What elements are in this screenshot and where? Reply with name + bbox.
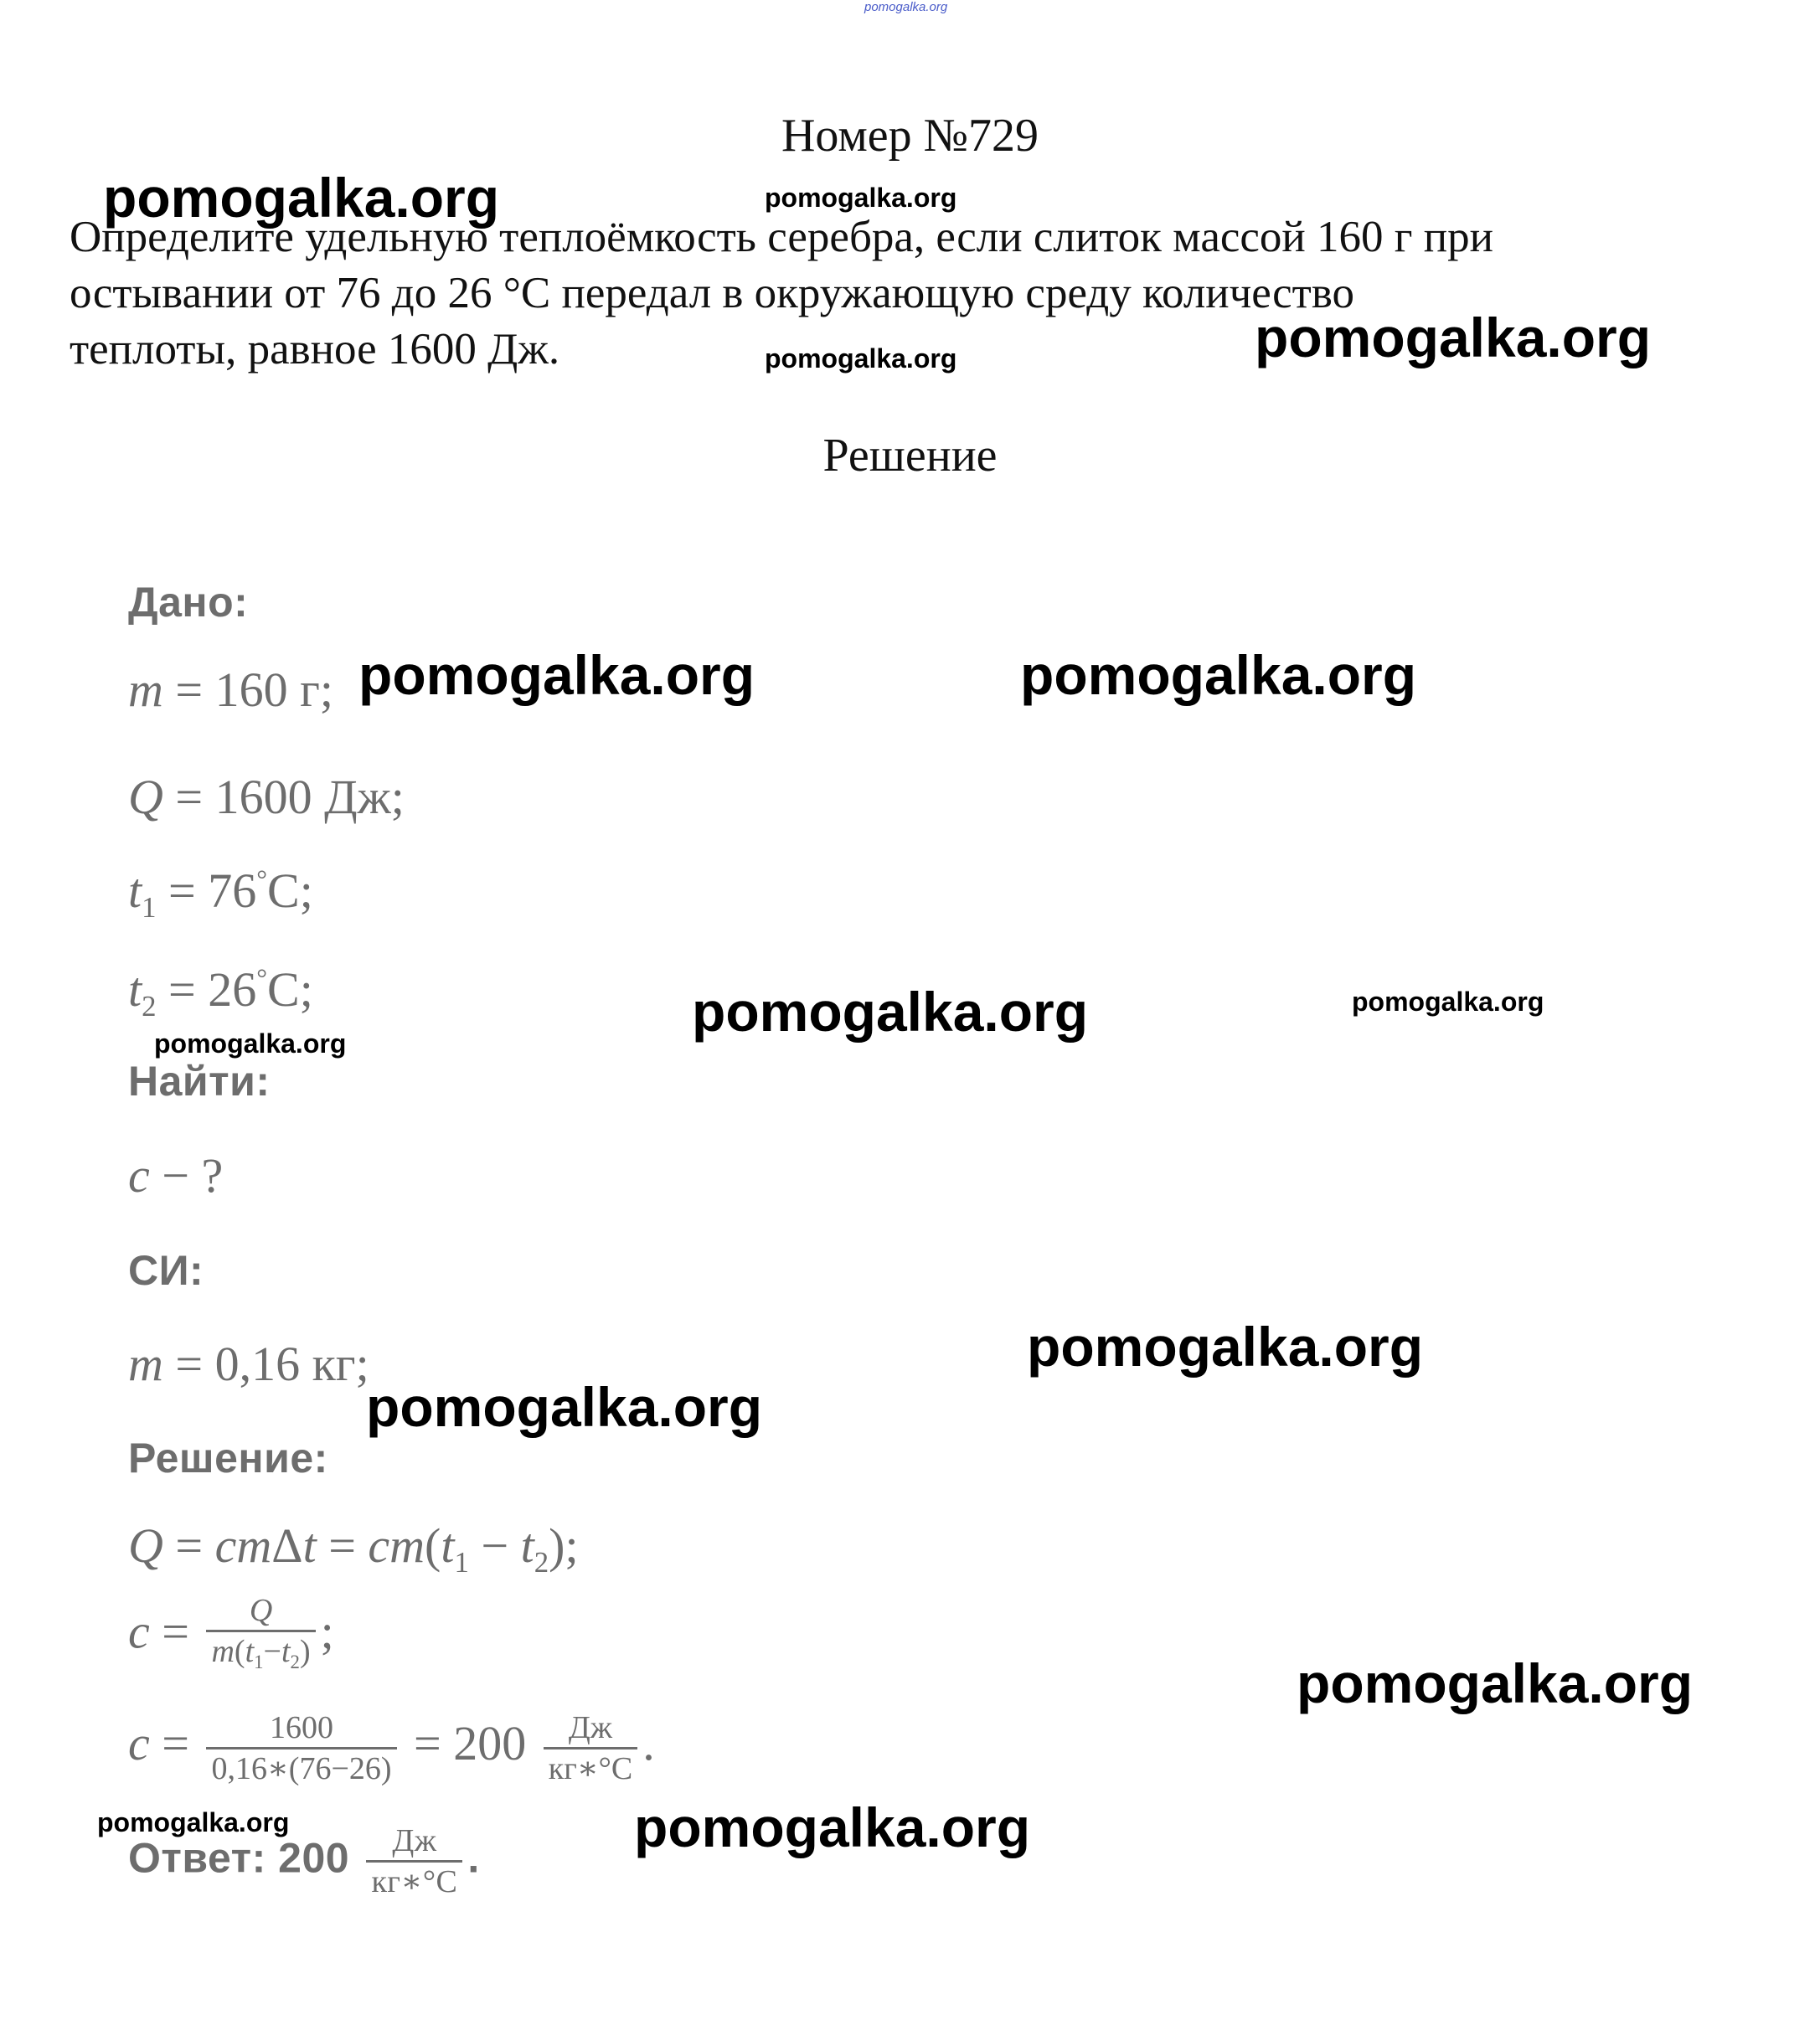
unit-denominator: кг∗°C — [548, 1751, 633, 1786]
find-label: Найти: — [128, 1058, 271, 1105]
given-label: Дано: — [128, 579, 249, 626]
si-mass: m = 0,16 кг; — [128, 1337, 369, 1391]
problem-line: остывании от 76 до 26 °С передал в окружающую среду количество — [70, 269, 1354, 317]
fraction-numerator: Q — [206, 1591, 315, 1632]
watermark: pomogalka.org — [765, 183, 957, 213]
find-unknown: c − ? — [128, 1148, 224, 1203]
unit-numerator: Дж — [366, 1822, 462, 1863]
watermark: pomogalka.org — [366, 1376, 763, 1438]
given-mass: m = 160 г; — [128, 662, 334, 717]
watermark: pomogalka.org — [634, 1796, 1031, 1858]
watermark: pomogalka.org — [1020, 644, 1417, 706]
problem-line: Определите удельную теплоёмкость серебра, если слиток массой 160 г при — [70, 213, 1493, 261]
watermark: pomogalka.org — [358, 644, 755, 706]
unit-numerator: Дж — [544, 1708, 637, 1749]
given-t2: $t_2 = 26^\circ C$; — [128, 962, 313, 1023]
formula-heat: $Q = cm\Delta t = cm(t_1 - t_2)$; — [128, 1518, 579, 1579]
formula-c: c = $\frac{Q}{m(t_1-t_2)}$ ; — [128, 1591, 334, 1682]
fraction — [206, 1708, 396, 1788]
watermark: pomogalka.org — [1352, 987, 1544, 1017]
watermark: pomogalka.org — [97, 1807, 290, 1837]
watermark: pomogalka.org — [1255, 307, 1652, 368]
unit-denominator: кг∗°C — [371, 1864, 458, 1899]
solution-label: Решение: — [128, 1435, 328, 1482]
problem-title: Номер №729 — [781, 110, 1039, 162]
watermark: pomogalka.org — [154, 1028, 347, 1059]
fraction-numerator: 1600 — [206, 1708, 396, 1749]
watermark: pomogalka.org — [692, 981, 1089, 1043]
answer: Ответ: 200 $\frac{Дж}{кг∗^\circ C}$ . — [128, 1823, 480, 1899]
fraction-denominator: $m(t_1-t_2)$ — [211, 1634, 311, 1672]
problem-line: теплоты, равное 1600 Дж. — [70, 325, 560, 374]
top-site-link[interactable]: pomogalka.org — [864, 0, 948, 14]
watermark: pomogalka.org — [765, 343, 957, 374]
formula-calc: c = $\frac{1600}{0,16∗(76-26)}$ = 200 $\frac{Дж}{кг∗^\circ C}$ . — [128, 1710, 655, 1786]
answer-label: Ответ: 200 — [128, 1834, 350, 1882]
watermark: pomogalka.org — [103, 167, 500, 229]
watermark: pomogalka.org — [1027, 1316, 1424, 1378]
unit-fraction — [544, 1708, 637, 1788]
si-label: СИ: — [128, 1247, 204, 1294]
fraction-denominator: 0,16∗(76−26) — [211, 1751, 392, 1786]
result-value: 200 — [453, 1715, 527, 1770]
watermark: pomogalka.org — [1297, 1652, 1694, 1714]
fraction — [206, 1591, 315, 1682]
solution-heading: Решение — [822, 430, 998, 482]
given-t1: $t_1 = 76^\circ C$; — [128, 863, 313, 925]
given-heat: Q = 1600 Дж; — [128, 770, 405, 824]
answer-unit — [366, 1822, 462, 1901]
